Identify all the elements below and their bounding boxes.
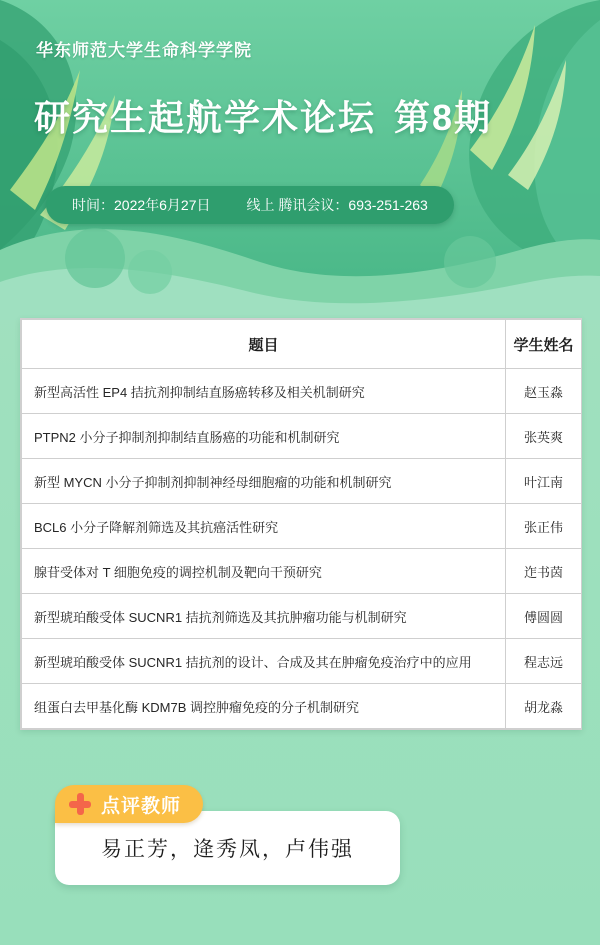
reviewer-section [55,785,400,885]
table-row [22,684,582,729]
header-content [0,0,600,320]
talk-title: PTPN2 小分子抑制剂抑制结直肠癌的功能和机制研究 [22,414,506,459]
talks-table-head [22,320,582,369]
talks-table-body [22,369,582,729]
organization-name: 华东师范大学生命科学学院 [36,41,252,60]
student-name: 叶江南 [506,459,582,504]
student-name: 张英爽 [506,414,582,459]
page-title-text: 研究生起航学术论坛 [34,97,377,138]
cross-icon [69,793,91,815]
talks-table-card [20,318,582,730]
table-row [22,459,582,504]
talks-table [21,319,582,729]
event-meeting: 线上 腾讯会议：693-251-263 [246,197,428,213]
reviewer-names: 易正芳，逄秀凤，卢伟强 [101,838,354,861]
table-row [22,549,582,594]
table-row [22,594,582,639]
event-time: 时间：2022年6月27日 [72,197,211,213]
talk-title: 新型琥珀酸受体 SUCNR1 拮抗剂的设计、合成及其在肿瘤免疫治疗中的应用 [22,639,506,684]
table-row [22,414,582,459]
student-name: 赵玉淼 [506,369,582,414]
talk-title: 腺苷受体对 T 细胞免疫的调控机制及靶向干预研究 [22,549,506,594]
table-row [22,504,582,549]
student-name: 傅圆圆 [506,594,582,639]
column-header-title: 题目 [22,320,506,369]
talk-title: 新型高活性 EP4 拮抗剂抑制结直肠癌转移及相关机制研究 [22,369,506,414]
student-name: 迮书茵 [506,549,582,594]
table-header-row [22,320,582,369]
table-row [22,639,582,684]
talk-title: 新型琥珀酸受体 SUCNR1 拮抗剂筛选及其抗肿瘤功能与机制研究 [22,594,506,639]
reviewer-badge-label: 点评教师 [101,795,182,817]
table-row [22,369,582,414]
reviewer-badge [55,785,203,823]
student-name: 张正伟 [506,504,582,549]
student-name: 胡龙淼 [506,684,582,729]
event-info-bar [46,186,454,224]
talk-title: BCL6 小分子降解剂筛选及其抗癌活性研究 [22,504,506,549]
issue-number: 第8期 [394,97,493,138]
talk-title: 组蛋白去甲基化酶 KDM7B 调控肿瘤免疫的分子机制研究 [22,684,506,729]
column-header-name: 学生姓名 [506,320,582,369]
talk-title: 新型 MYCN 小分子抑制剂抑制神经母细胞瘤的功能和机制研究 [22,459,506,504]
page-title [34,90,492,141]
student-name: 程志远 [506,639,582,684]
